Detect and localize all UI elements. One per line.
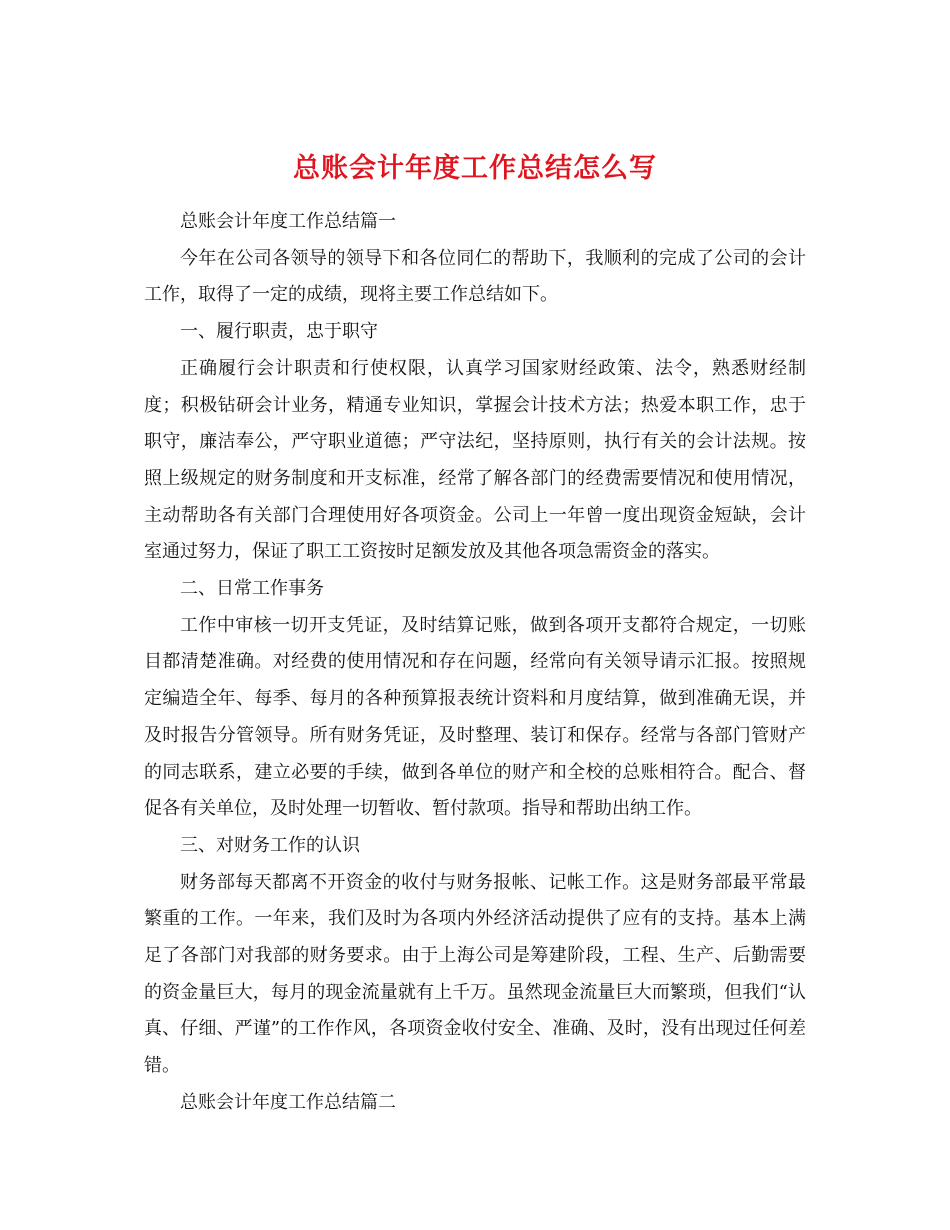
section-heading: 总账会计年度工作总结篇二 xyxy=(180,1091,396,1113)
section-heading: 一、履行职责，忠于职守 xyxy=(180,321,378,343)
section-heading: 二、日常工作事务 xyxy=(180,578,324,600)
section-heading: 三、对财务工作的认识 xyxy=(180,834,360,856)
document-body xyxy=(144,204,806,1122)
body-paragraph: 工作中审核一切开支凭证，及时结算记账，做到各项开支都符合规定，一切账目都清楚准确。对经费的使用情况和存在问题，经常向有关领导请示汇报。按照规定编造全年、每季、每月的各种预算报表统计资料和月度结算，做到准确无误，并及时报告分管领导。所有财务凭证，及时整理、装订和保存。经常与各部门管财产的同志联系，建立必要的手续，做到各单位的财产和全校的总账相符合。配合、督促各有关单位，及时处理一切暂收、暂付款项。指导和帮助出纳工作。 xyxy=(144,614,806,820)
body-paragraph: 正确履行会计职责和行使权限，认真学习国家财经政策、法令，熟悉财经制度；积极钻研会计业务，精通专业知识，掌握会计技术方法；热爱本职工作，忠于职守，廉洁奉公，严守职业道德；严守法纪，坚持原则，执行有关的会计法规。按照上级规定的财务制度和开支标准，经常了解各部门的经费需要情况和使用情况，主动帮助各有关部门合理使用好各项资金。公司上一年曾一度出现资金短缺，会计室通过努力，保证了职工工资按时足额发放及其他各项急需资金的落实。 xyxy=(144,357,806,563)
section-heading: 总账会计年度工作总结篇一 xyxy=(180,211,396,232)
body-paragraph: 今年在公司各领导的领导下和各位同仁的帮助下，我顺利的完成了公司的会计工作，取得了一定的成绩，现将主要工作总结如下。 xyxy=(144,247,806,306)
document-title: 总账会计年度工作总结怎么写 xyxy=(293,153,657,185)
body-paragraph: 财务部每天都离不开资金的收付与财务报帐、记帐工作。这是财务部最平常最繁重的工作。一年来，我们及时为各项内外经济活动提供了应有的支持。基本上满足了各部门对我部的财务要求。由于上海公司是筹建阶段，工程、生产、后勤需要的资金量巨大，每月的现金流量就有上千万。虽然现金流量巨大而繁琐，但我们“认真、仔细、严谨”的工作作风，各项资金收付安全、准确、及时，没有出现过任何差错。 xyxy=(144,871,806,1077)
